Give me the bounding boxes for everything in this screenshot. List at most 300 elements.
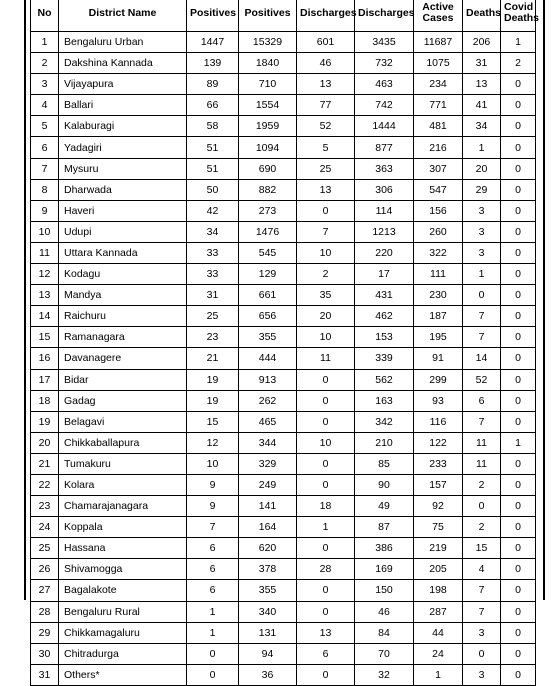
cell-district-name: Dharwada — [59, 179, 187, 200]
cell-non-covid-deaths: 0 — [501, 348, 536, 369]
cell-today-discharges: 1 — [297, 517, 355, 538]
cell-today-discharges: 0 — [297, 664, 355, 685]
cell-no: 26 — [31, 559, 59, 580]
cell-non-covid-deaths: 0 — [501, 158, 536, 179]
cell-deaths: 3 — [463, 221, 501, 242]
cell-today-discharges: 20 — [297, 306, 355, 327]
cell-today-discharges: 77 — [297, 95, 355, 116]
cell-deaths: 7 — [463, 580, 501, 601]
cell-today-discharges: 13 — [297, 179, 355, 200]
cell-no: 12 — [31, 264, 59, 285]
cell-non-covid-deaths: 0 — [501, 179, 536, 200]
cell-deaths: 7 — [463, 411, 501, 432]
cell-total-positives: 273 — [239, 200, 297, 221]
cell-today-positives: 25 — [187, 306, 239, 327]
cell-total-positives: 1476 — [239, 221, 297, 242]
cell-deaths: 31 — [463, 53, 501, 74]
cell-deaths: 4 — [463, 559, 501, 580]
cell-active-cases: 75 — [414, 517, 463, 538]
cell-no: 31 — [31, 664, 59, 685]
cell-deaths: 11 — [463, 432, 501, 453]
cell-no: 16 — [31, 348, 59, 369]
cell-district-name: Yadagiri — [59, 137, 187, 158]
header-non-covid-deaths: Covid Deaths — [501, 0, 536, 32]
cell-active-cases: 233 — [414, 453, 463, 474]
cell-no: 5 — [31, 116, 59, 137]
cell-active-cases: 1075 — [414, 53, 463, 74]
cell-total-positives: 329 — [239, 453, 297, 474]
cell-total-discharges: 90 — [355, 474, 414, 495]
table-row — [31, 517, 536, 538]
cell-non-covid-deaths: 0 — [501, 327, 536, 348]
header-deaths: Deaths — [463, 0, 501, 32]
cell-total-discharges: 32 — [355, 664, 414, 685]
cell-deaths: 0 — [463, 285, 501, 306]
cell-total-discharges: 306 — [355, 179, 414, 200]
cell-district-name: Ramanagara — [59, 327, 187, 348]
cell-today-discharges: 0 — [297, 200, 355, 221]
cell-non-covid-deaths: 0 — [501, 390, 536, 411]
cell-today-positives: 6 — [187, 559, 239, 580]
cell-today-positives: 51 — [187, 158, 239, 179]
cell-total-positives: 340 — [239, 601, 297, 622]
table-row — [31, 285, 536, 306]
cell-total-discharges: 114 — [355, 200, 414, 221]
table-row — [31, 369, 536, 390]
header-total-discharges: Discharges — [355, 0, 414, 32]
cell-total-positives: 131 — [239, 622, 297, 643]
cell-deaths: 7 — [463, 327, 501, 348]
cell-non-covid-deaths: 0 — [501, 580, 536, 601]
cell-total-discharges: 1444 — [355, 116, 414, 137]
cell-today-positives: 21 — [187, 348, 239, 369]
cell-district-name: Ballari — [59, 95, 187, 116]
table-row — [31, 74, 536, 95]
cell-today-positives: 1 — [187, 622, 239, 643]
table-row — [31, 580, 536, 601]
cell-today-positives: 1447 — [187, 32, 239, 53]
cell-district-name: Koppala — [59, 517, 187, 538]
cell-today-discharges: 35 — [297, 285, 355, 306]
table-row — [31, 116, 536, 137]
cell-total-discharges: 431 — [355, 285, 414, 306]
cell-no: 7 — [31, 158, 59, 179]
cell-active-cases: 216 — [414, 137, 463, 158]
cell-total-discharges: 17 — [355, 264, 414, 285]
table-row — [31, 53, 536, 74]
cell-total-positives: 1959 — [239, 116, 297, 137]
cell-total-discharges: 169 — [355, 559, 414, 580]
cell-non-covid-deaths: 0 — [501, 74, 536, 95]
cell-total-discharges: 1213 — [355, 221, 414, 242]
cell-non-covid-deaths: 0 — [501, 517, 536, 538]
cell-non-covid-deaths: 0 — [501, 559, 536, 580]
cell-today-positives: 6 — [187, 580, 239, 601]
cell-total-discharges: 163 — [355, 390, 414, 411]
cell-today-positives: 15 — [187, 411, 239, 432]
cell-today-discharges: 0 — [297, 538, 355, 559]
cell-today-positives: 58 — [187, 116, 239, 137]
cell-today-discharges: 5 — [297, 137, 355, 158]
cell-non-covid-deaths: 0 — [501, 643, 536, 664]
table-row — [31, 32, 536, 53]
cell-district-name: Others* — [59, 664, 187, 685]
header-total-positives: Positives — [239, 0, 297, 32]
cell-today-positives: 33 — [187, 264, 239, 285]
cell-active-cases: 307 — [414, 158, 463, 179]
cell-deaths: 0 — [463, 643, 501, 664]
header-no: No — [31, 0, 59, 32]
cell-today-discharges: 0 — [297, 390, 355, 411]
table-row — [31, 348, 536, 369]
cell-no: 21 — [31, 453, 59, 474]
cell-today-positives: 33 — [187, 242, 239, 263]
cell-today-positives: 9 — [187, 474, 239, 495]
cell-active-cases: 299 — [414, 369, 463, 390]
cell-district-name: Kolara — [59, 474, 187, 495]
cell-active-cases: 481 — [414, 116, 463, 137]
cell-no: 20 — [31, 432, 59, 453]
cell-total-positives: 164 — [239, 517, 297, 538]
cell-non-covid-deaths: 0 — [501, 221, 536, 242]
cell-total-positives: 15329 — [239, 32, 297, 53]
cell-today-discharges: 10 — [297, 242, 355, 263]
table-row — [31, 432, 536, 453]
cell-non-covid-deaths: 0 — [501, 411, 536, 432]
cell-total-positives: 355 — [239, 580, 297, 601]
cell-deaths: 3 — [463, 664, 501, 685]
cell-today-discharges: 10 — [297, 432, 355, 453]
cell-today-discharges: 18 — [297, 496, 355, 517]
cell-total-positives: 262 — [239, 390, 297, 411]
cell-no: 27 — [31, 580, 59, 601]
cell-total-positives: 661 — [239, 285, 297, 306]
cell-today-positives: 0 — [187, 664, 239, 685]
cell-active-cases: 287 — [414, 601, 463, 622]
cell-today-discharges: 0 — [297, 474, 355, 495]
cell-today-positives: 139 — [187, 53, 239, 74]
table-row — [31, 664, 536, 685]
cell-deaths: 6 — [463, 390, 501, 411]
cell-district-name: Bengaluru Urban — [59, 32, 187, 53]
cell-non-covid-deaths: 1 — [501, 432, 536, 453]
cell-no: 30 — [31, 643, 59, 664]
cell-deaths: 13 — [463, 74, 501, 95]
table-row — [31, 95, 536, 116]
cell-district-name: Hassana — [59, 538, 187, 559]
cell-today-discharges: 13 — [297, 622, 355, 643]
cell-no: 14 — [31, 306, 59, 327]
cell-today-positives: 19 — [187, 390, 239, 411]
cell-deaths: 7 — [463, 601, 501, 622]
cell-today-positives: 7 — [187, 517, 239, 538]
cell-deaths: 34 — [463, 116, 501, 137]
cell-today-positives: 51 — [187, 137, 239, 158]
table-row — [31, 158, 536, 179]
table-row — [31, 137, 536, 158]
cell-deaths: 20 — [463, 158, 501, 179]
cell-today-discharges: 10 — [297, 327, 355, 348]
cell-today-positives: 6 — [187, 538, 239, 559]
cell-today-discharges: 6 — [297, 643, 355, 664]
cell-district-name: Belagavi — [59, 411, 187, 432]
cell-total-discharges: 150 — [355, 580, 414, 601]
cell-active-cases: 92 — [414, 496, 463, 517]
cell-non-covid-deaths: 0 — [501, 664, 536, 685]
cell-today-discharges: 601 — [297, 32, 355, 53]
cell-total-discharges: 210 — [355, 432, 414, 453]
cell-district-name: Chitradurga — [59, 643, 187, 664]
cell-non-covid-deaths: 0 — [501, 116, 536, 137]
cell-district-name: Bengaluru Rural — [59, 601, 187, 622]
cell-active-cases: 91 — [414, 348, 463, 369]
cell-today-positives: 34 — [187, 221, 239, 242]
cell-deaths: 52 — [463, 369, 501, 390]
cell-active-cases: 219 — [414, 538, 463, 559]
cell-no: 6 — [31, 137, 59, 158]
cell-non-covid-deaths: 0 — [501, 137, 536, 158]
cell-total-positives: 36 — [239, 664, 297, 685]
cell-no: 10 — [31, 221, 59, 242]
cell-total-discharges: 463 — [355, 74, 414, 95]
document-page — [24, 0, 545, 681]
cell-non-covid-deaths: 0 — [501, 496, 536, 517]
cell-today-positives: 23 — [187, 327, 239, 348]
cell-district-name: Bidar — [59, 369, 187, 390]
header-active-cases: Active Cases — [414, 0, 463, 32]
cell-district-name: Chikkamagaluru — [59, 622, 187, 643]
cell-active-cases: 187 — [414, 306, 463, 327]
district-covid-table — [30, 0, 540, 686]
cell-no: 18 — [31, 390, 59, 411]
cell-no: 28 — [31, 601, 59, 622]
cell-today-positives: 89 — [187, 74, 239, 95]
table-row — [31, 643, 536, 664]
cell-today-positives: 0 — [187, 643, 239, 664]
cell-active-cases: 234 — [414, 74, 463, 95]
table-row — [31, 306, 536, 327]
cell-active-cases: 198 — [414, 580, 463, 601]
cell-non-covid-deaths: 0 — [501, 242, 536, 263]
cell-today-positives: 9 — [187, 496, 239, 517]
cell-total-discharges: 562 — [355, 369, 414, 390]
cell-district-name: Mysuru — [59, 158, 187, 179]
cell-today-discharges: 2 — [297, 264, 355, 285]
table-row — [31, 538, 536, 559]
cell-no: 1 — [31, 32, 59, 53]
cell-total-discharges: 84 — [355, 622, 414, 643]
table-row — [31, 264, 536, 285]
cell-active-cases: 11687 — [414, 32, 463, 53]
cell-total-discharges: 339 — [355, 348, 414, 369]
cell-today-positives: 66 — [187, 95, 239, 116]
table-row — [31, 622, 536, 643]
cell-deaths: 29 — [463, 179, 501, 200]
cell-today-discharges: 0 — [297, 369, 355, 390]
table-row — [31, 390, 536, 411]
cell-no: 29 — [31, 622, 59, 643]
cell-total-discharges: 220 — [355, 242, 414, 263]
cell-district-name: Davanagere — [59, 348, 187, 369]
cell-deaths: 2 — [463, 474, 501, 495]
cell-deaths: 15 — [463, 538, 501, 559]
cell-active-cases: 205 — [414, 559, 463, 580]
cell-total-positives: 1840 — [239, 53, 297, 74]
cell-deaths: 1 — [463, 137, 501, 158]
cell-total-positives: 378 — [239, 559, 297, 580]
table-row — [31, 327, 536, 348]
cell-non-covid-deaths: 0 — [501, 474, 536, 495]
cell-no: 17 — [31, 369, 59, 390]
header-today-discharges: Discharges — [297, 0, 355, 32]
cell-active-cases: 93 — [414, 390, 463, 411]
cell-total-positives: 94 — [239, 643, 297, 664]
cell-district-name: Chamarajanagara — [59, 496, 187, 517]
cell-no: 25 — [31, 538, 59, 559]
cell-total-positives: 141 — [239, 496, 297, 517]
cell-no: 15 — [31, 327, 59, 348]
cell-total-positives: 1554 — [239, 95, 297, 116]
cell-active-cases: 230 — [414, 285, 463, 306]
cell-no: 23 — [31, 496, 59, 517]
cell-total-positives: 690 — [239, 158, 297, 179]
cell-total-discharges: 153 — [355, 327, 414, 348]
cell-deaths: 41 — [463, 95, 501, 116]
cell-district-name: Gadag — [59, 390, 187, 411]
cell-no: 24 — [31, 517, 59, 538]
cell-total-discharges: 742 — [355, 95, 414, 116]
cell-today-discharges: 46 — [297, 53, 355, 74]
cell-no: 13 — [31, 285, 59, 306]
table-row — [31, 601, 536, 622]
cell-total-positives: 444 — [239, 348, 297, 369]
cell-non-covid-deaths: 0 — [501, 538, 536, 559]
cell-active-cases: 156 — [414, 200, 463, 221]
cell-total-positives: 344 — [239, 432, 297, 453]
cell-today-positives: 31 — [187, 285, 239, 306]
cell-district-name: Tumakuru — [59, 453, 187, 474]
cell-non-covid-deaths: 0 — [501, 306, 536, 327]
cell-non-covid-deaths: 0 — [501, 453, 536, 474]
cell-district-name: Bagalakote — [59, 580, 187, 601]
cell-deaths: 3 — [463, 200, 501, 221]
cell-total-positives: 710 — [239, 74, 297, 95]
cell-today-positives: 50 — [187, 179, 239, 200]
cell-today-positives: 42 — [187, 200, 239, 221]
cell-total-discharges: 70 — [355, 643, 414, 664]
table-row — [31, 559, 536, 580]
cell-active-cases: 116 — [414, 411, 463, 432]
cell-today-positives: 1 — [187, 601, 239, 622]
cell-today-discharges: 28 — [297, 559, 355, 580]
cell-active-cases: 195 — [414, 327, 463, 348]
cell-active-cases: 771 — [414, 95, 463, 116]
cell-total-discharges: 363 — [355, 158, 414, 179]
cell-no: 3 — [31, 74, 59, 95]
cell-deaths: 14 — [463, 348, 501, 369]
cell-non-covid-deaths: 0 — [501, 622, 536, 643]
cell-today-discharges: 0 — [297, 453, 355, 474]
cell-today-positives: 10 — [187, 453, 239, 474]
cell-total-discharges: 732 — [355, 53, 414, 74]
table-row — [31, 221, 536, 242]
cell-district-name: Haveri — [59, 200, 187, 221]
cell-total-positives: 620 — [239, 538, 297, 559]
cell-active-cases: 44 — [414, 622, 463, 643]
table-row — [31, 411, 536, 432]
cell-total-discharges: 46 — [355, 601, 414, 622]
cell-total-positives: 249 — [239, 474, 297, 495]
cell-district-name: Mandya — [59, 285, 187, 306]
cell-deaths: 2 — [463, 517, 501, 538]
cell-non-covid-deaths: 0 — [501, 264, 536, 285]
cell-active-cases: 322 — [414, 242, 463, 263]
cell-today-positives: 19 — [187, 369, 239, 390]
cell-district-name: Raichuru — [59, 306, 187, 327]
cell-active-cases: 260 — [414, 221, 463, 242]
cell-district-name: Kalaburagi — [59, 116, 187, 137]
cell-no: 4 — [31, 95, 59, 116]
cell-district-name: Dakshina Kannada — [59, 53, 187, 74]
cell-deaths: 3 — [463, 622, 501, 643]
cell-total-discharges: 85 — [355, 453, 414, 474]
cell-no: 11 — [31, 242, 59, 263]
cell-total-discharges: 342 — [355, 411, 414, 432]
table-row — [31, 242, 536, 263]
cell-active-cases: 111 — [414, 264, 463, 285]
cell-no: 2 — [31, 53, 59, 74]
cell-deaths: 0 — [463, 496, 501, 517]
cell-active-cases: 122 — [414, 432, 463, 453]
cell-deaths: 3 — [463, 242, 501, 263]
cell-total-positives: 465 — [239, 411, 297, 432]
cell-today-discharges: 52 — [297, 116, 355, 137]
cell-total-positives: 656 — [239, 306, 297, 327]
cell-today-discharges: 0 — [297, 580, 355, 601]
table-row — [31, 200, 536, 221]
cell-non-covid-deaths: 2 — [501, 53, 536, 74]
cell-today-discharges: 0 — [297, 601, 355, 622]
cell-total-discharges: 386 — [355, 538, 414, 559]
cell-today-discharges: 7 — [297, 221, 355, 242]
table-row — [31, 474, 536, 495]
table-row — [31, 453, 536, 474]
cell-no: 8 — [31, 179, 59, 200]
cell-total-discharges: 87 — [355, 517, 414, 538]
cell-total-discharges: 3435 — [355, 32, 414, 53]
cell-non-covid-deaths: 1 — [501, 32, 536, 53]
table-header-row — [31, 0, 536, 32]
cell-today-discharges: 25 — [297, 158, 355, 179]
cell-total-discharges: 49 — [355, 496, 414, 517]
cell-total-discharges: 877 — [355, 137, 414, 158]
cell-non-covid-deaths: 0 — [501, 601, 536, 622]
cell-active-cases: 1 — [414, 664, 463, 685]
cell-district-name: Chikkaballapura — [59, 432, 187, 453]
header-district-name: District Name — [59, 0, 187, 32]
cell-total-positives: 129 — [239, 264, 297, 285]
cell-non-covid-deaths: 0 — [501, 200, 536, 221]
table-row — [31, 179, 536, 200]
cell-total-discharges: 462 — [355, 306, 414, 327]
cell-today-positives: 12 — [187, 432, 239, 453]
cell-total-positives: 545 — [239, 242, 297, 263]
cell-active-cases: 157 — [414, 474, 463, 495]
cell-non-covid-deaths: 0 — [501, 369, 536, 390]
cell-no: 19 — [31, 411, 59, 432]
cell-district-name: Udupi — [59, 221, 187, 242]
cell-total-positives: 1094 — [239, 137, 297, 158]
